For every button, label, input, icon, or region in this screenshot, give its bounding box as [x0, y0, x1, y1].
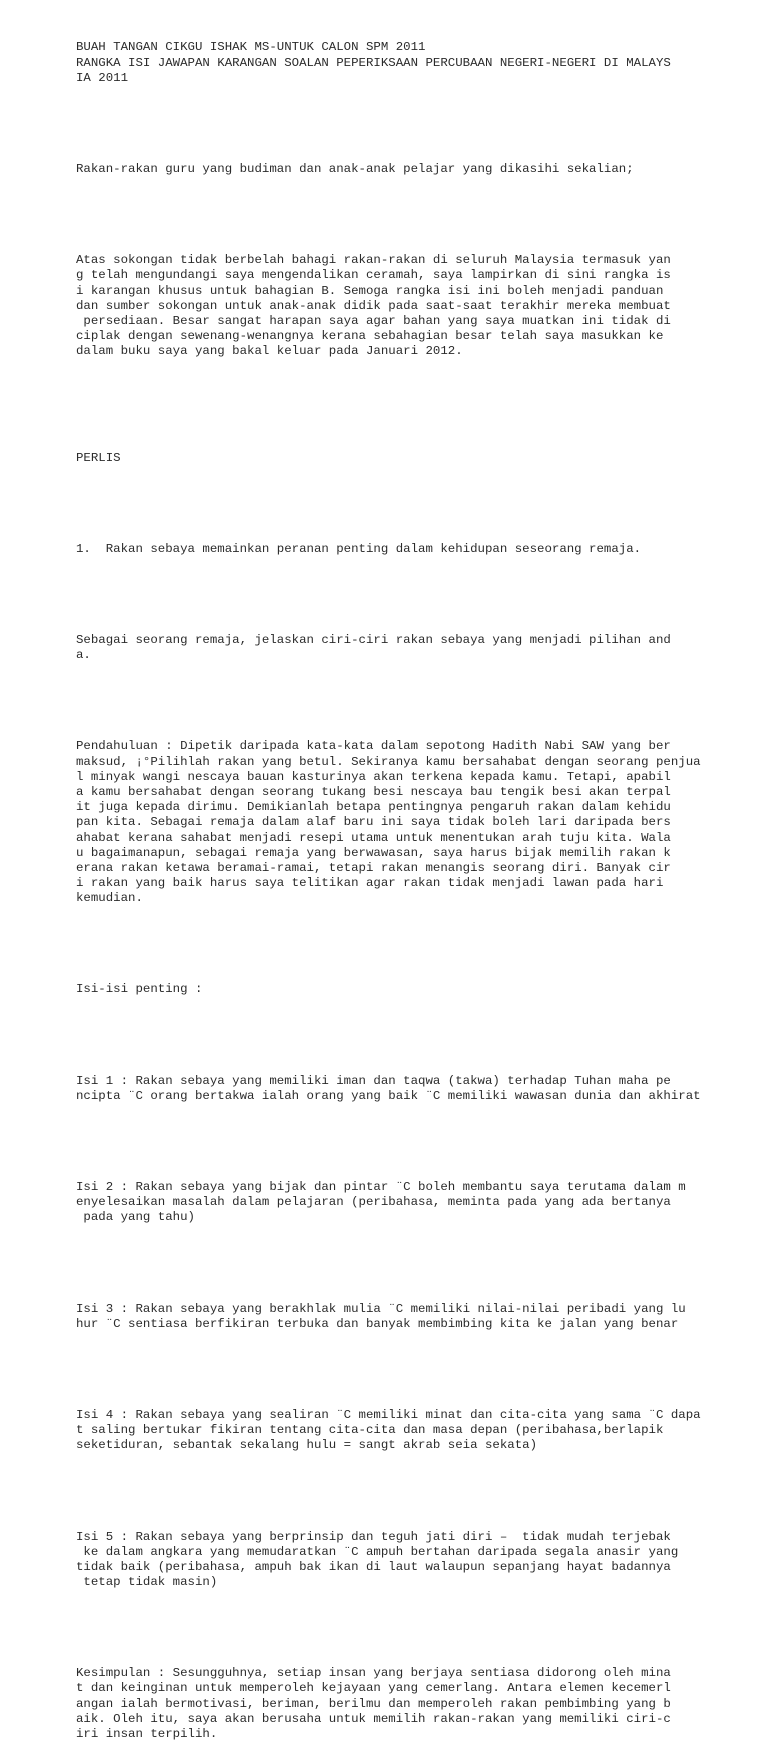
- text-line: Isi 4 : Rakan sebaya yang sealiran ¨C memiliki minat dan cita-cita yang sama ¨C dapa: [76, 1407, 701, 1422]
- text-line: ncipta ¨C orang bertakwa ialah orang yang baik ¨C memiliki wawasan dunia dan akhirat: [76, 1088, 701, 1103]
- text-line: 1. Rakan sebaya memainkan peranan penting dalam kehidupan seseorang remaja.: [76, 541, 642, 556]
- text-line: Isi 1 : Rakan sebaya yang memiliki iman dan taqwa (takwa) terhadap Tuhan maha pe: [76, 1073, 671, 1088]
- text-line: hur ¨C sentiasa berfikiran terbuka dan banyak membimbing kita ke jalan yang benar: [76, 1316, 679, 1331]
- text-line: aik. Oleh itu, saya akan berusaha untuk memilih rakan-rakan yang memiliki ciri-c: [76, 1711, 671, 1726]
- text-line: ke dalam angkara yang memudaratkan ¨C ampuh bertahan daripada segala anasir yang: [76, 1544, 679, 1559]
- text-line: kemudian.: [76, 891, 143, 906]
- text-line: l minyak wangi nescaya bauan kasturinya akan terkena kepada kamu. Tetapi, apabil: [76, 769, 671, 784]
- point-1: [76, 1074, 756, 1104]
- key-points-heading: [76, 982, 756, 997]
- greeting-paragraph: [76, 162, 756, 177]
- text-line: tidak baik (peribahasa, ampuh bak ikan di laut walaupun sepanjang hayat badannya: [76, 1559, 671, 1574]
- question-text: [76, 542, 756, 557]
- document-header: [76, 40, 756, 86]
- text-line: angan ialah bermotivasi, beriman, berilmu dan memperoleh rakan pembimbing yang b: [76, 1696, 671, 1711]
- text-line: ciplak dengan sewenang-wenangnya kerana sebahagian besar telah saya masukkan ke: [76, 329, 664, 344]
- text-line: Sebagai seorang remaja, jelaskan ciri-ciri rakan sebaya yang menjadi pilihan and: [76, 633, 671, 648]
- point-5: [76, 1530, 756, 1591]
- text-line: t dan keinginan untuk memperoleh kejayaan yang cemerlang. Antara elemen kecemerl: [76, 1681, 671, 1696]
- text-line: Isi 2 : Rakan sebaya yang bijak dan pintar ¨C boleh membantu saya terutama dalam m: [76, 1180, 686, 1195]
- text-line: erana rakan ketawa beramai-ramai, tetapi rakan menangis seorang diri. Banyak cir: [76, 860, 671, 875]
- text-line: enyelesaikan masalah dalam pelajaran (peribahasa, meminta pada yang ada bertanya: [76, 1195, 671, 1210]
- text-line: i rakan yang baik harus saya telitikan agar rakan tidak menjadi lawan pada hari: [76, 876, 664, 891]
- section-heading: [76, 451, 756, 466]
- text-line: BUAH TANGAN CIKGU ISHAK MS-UNTUK CALON SPM 2011: [76, 40, 426, 55]
- text-line: Kesimpulan : Sesungguhnya, setiap insan yang berjaya sentiasa didorong oleh mina: [76, 1666, 671, 1681]
- text-line: RANGKA ISI JAWAPAN KARANGAN SOALAN PEPERIKSAAN PERCUBAAN NEGERI-NEGERI DI MALAYS: [76, 55, 671, 70]
- conclusion-paragraph: [76, 1666, 756, 1742]
- text-line: Isi 3 : Rakan sebaya yang berakhlak mulia ¨C memiliki nilai-nilai peribadi yang lu: [76, 1301, 686, 1316]
- text-line: seketiduran, sebantak sekalang hulu = sangt akrab seia sekata): [76, 1438, 538, 1453]
- text-line: Pendahuluan : Dipetik daripada kata-kata dalam sepotong Hadith Nabi SAW yang ber: [76, 739, 671, 754]
- text-line: it juga kepada dirimu. Demikianlah betapa pentingnya pengaruh rakan dalam kehidu: [76, 800, 671, 815]
- text-line: g telah mengundangi saya mengendalikan ceramah, saya lampirkan di sini rangka is: [76, 268, 671, 283]
- text-line: Rakan-rakan guru yang budiman dan anak-anak pelajar yang dikasihi sekalian;: [76, 161, 634, 176]
- text-line: t saling bertukar fikiran tentang cita-cita dan masa depan (peribahasa,berlapik: [76, 1423, 664, 1438]
- text-line: persediaan. Besar sangat harapan saya agar bahan yang saya muatkan ini tidak di: [76, 313, 671, 328]
- text-line: Atas sokongan tidak berbelah bahagi rakan-rakan di seluruh Malaysia termasuk yan: [76, 253, 671, 268]
- point-3: [76, 1302, 756, 1332]
- introduction-paragraph: [76, 739, 756, 906]
- text-line: maksud, ¡°Pilihlah rakan yang betul. Sekiranya kamu bersahabat dengan seorang penjua: [76, 754, 701, 769]
- point-2: [76, 1180, 756, 1226]
- document-page: [76, 10, 756, 1757]
- text-line: a.: [76, 648, 91, 663]
- text-line: pada yang tahu): [76, 1210, 195, 1225]
- text-line: iri insan terpilih.: [76, 1727, 218, 1742]
- text-line: ahabat kerana sahabat menjadi resepi utama untuk menentukan arah tuju kita. Wala: [76, 830, 671, 845]
- text-line: PERLIS: [76, 450, 121, 465]
- text-line: Isi-isi penting :: [76, 982, 203, 997]
- text-line: Isi 5 : Rakan sebaya yang berprinsip dan teguh jati diri – tidak mudah terjebak: [76, 1529, 671, 1544]
- text-line: IA 2011: [76, 70, 129, 85]
- text-line: tetap tidak masin): [76, 1575, 218, 1590]
- text-line: a kamu bersahabat dengan seorang tukang besi nescaya bau tengik besi akan terpal: [76, 784, 671, 799]
- text-line: dalam buku saya yang bakal keluar pada Januari 2012.: [76, 344, 463, 359]
- text-line: u bagaimanapun, sebagai remaja yang berwawasan, saya harus bijak memilih rakan k: [76, 845, 671, 860]
- intro-paragraph: [76, 253, 756, 359]
- text-line: i karangan khusus untuk bahagian B. Semoga rangka isi ini boleh menjadi panduan: [76, 283, 664, 298]
- point-4: [76, 1408, 756, 1454]
- task-instruction: [76, 633, 756, 663]
- text-line: pan kita. Sebagai remaja dalam alaf baru ini saya tidak boleh lari daripada bers: [76, 815, 671, 830]
- text-line: dan sumber sokongan untuk anak-anak didik pada saat-saat terakhir mereka membuat: [76, 298, 671, 313]
